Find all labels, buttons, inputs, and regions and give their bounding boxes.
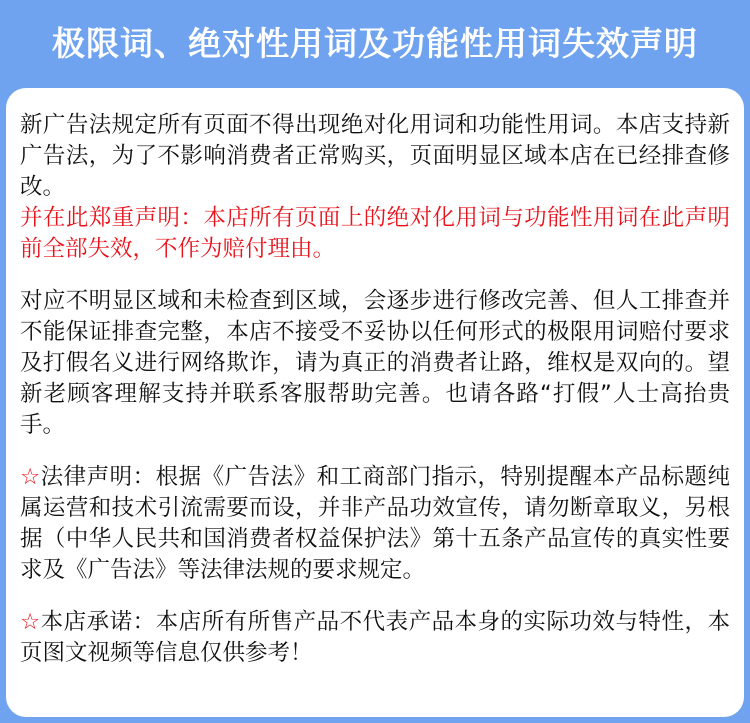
statement-paragraph: 并在此郑重声明：本店所有页面上的绝对化用词与功能性用词在此声明前全部失效，不作为赔付理由。 [20,205,730,262]
notice-paragraph: 对应不明显区域和未检查到区域，会逐步进行修改完善、但人工排查并不能保证排查完整，本店不接受不妥协以任何形式的极限用词赔付要求及打假名义进行网络欺诈，请为真正的消费者让路，维权是双向的。望新老顾客理解支持并联系客服帮助完善。也请各路“打假”人士高抬贵手。 [20,288,730,438]
star-icon: ☆ [20,464,41,490]
header-banner [0,0,750,82]
star-icon: ☆ [20,609,41,635]
content-panel [6,88,744,717]
page-title: 极限词、绝对性用词及功能性用词失效声明 [52,23,698,63]
spacer [20,441,730,462]
promise-paragraph [20,607,730,669]
promise-text: 本店承诺：本店所有所售产品不代表产品本身的实际功效与特性，本页图文视频等信息仅供参考！ [20,609,730,666]
legal-text: 法律声明：根据《广告法》和工商部门指示，特别提醒本产品标题纯属运营和技术引流需要而设，并非产品功效宣传，请勿断章取义，另根据（中华人民共和国消费者权益保护法》第十五条产品宣传的真实性要求及《广告法》等法律法规的要求规定。 [20,464,730,583]
legal-paragraph [20,462,730,586]
intro-paragraph: 新广告法规定所有页面不得出现绝对化用词和功能性用词。本店支持新广告法，为了不影响消费者正常购买，页面明显区域本店在已经排查修改。 [20,112,730,200]
spacer [20,586,730,607]
spacer [20,265,730,286]
